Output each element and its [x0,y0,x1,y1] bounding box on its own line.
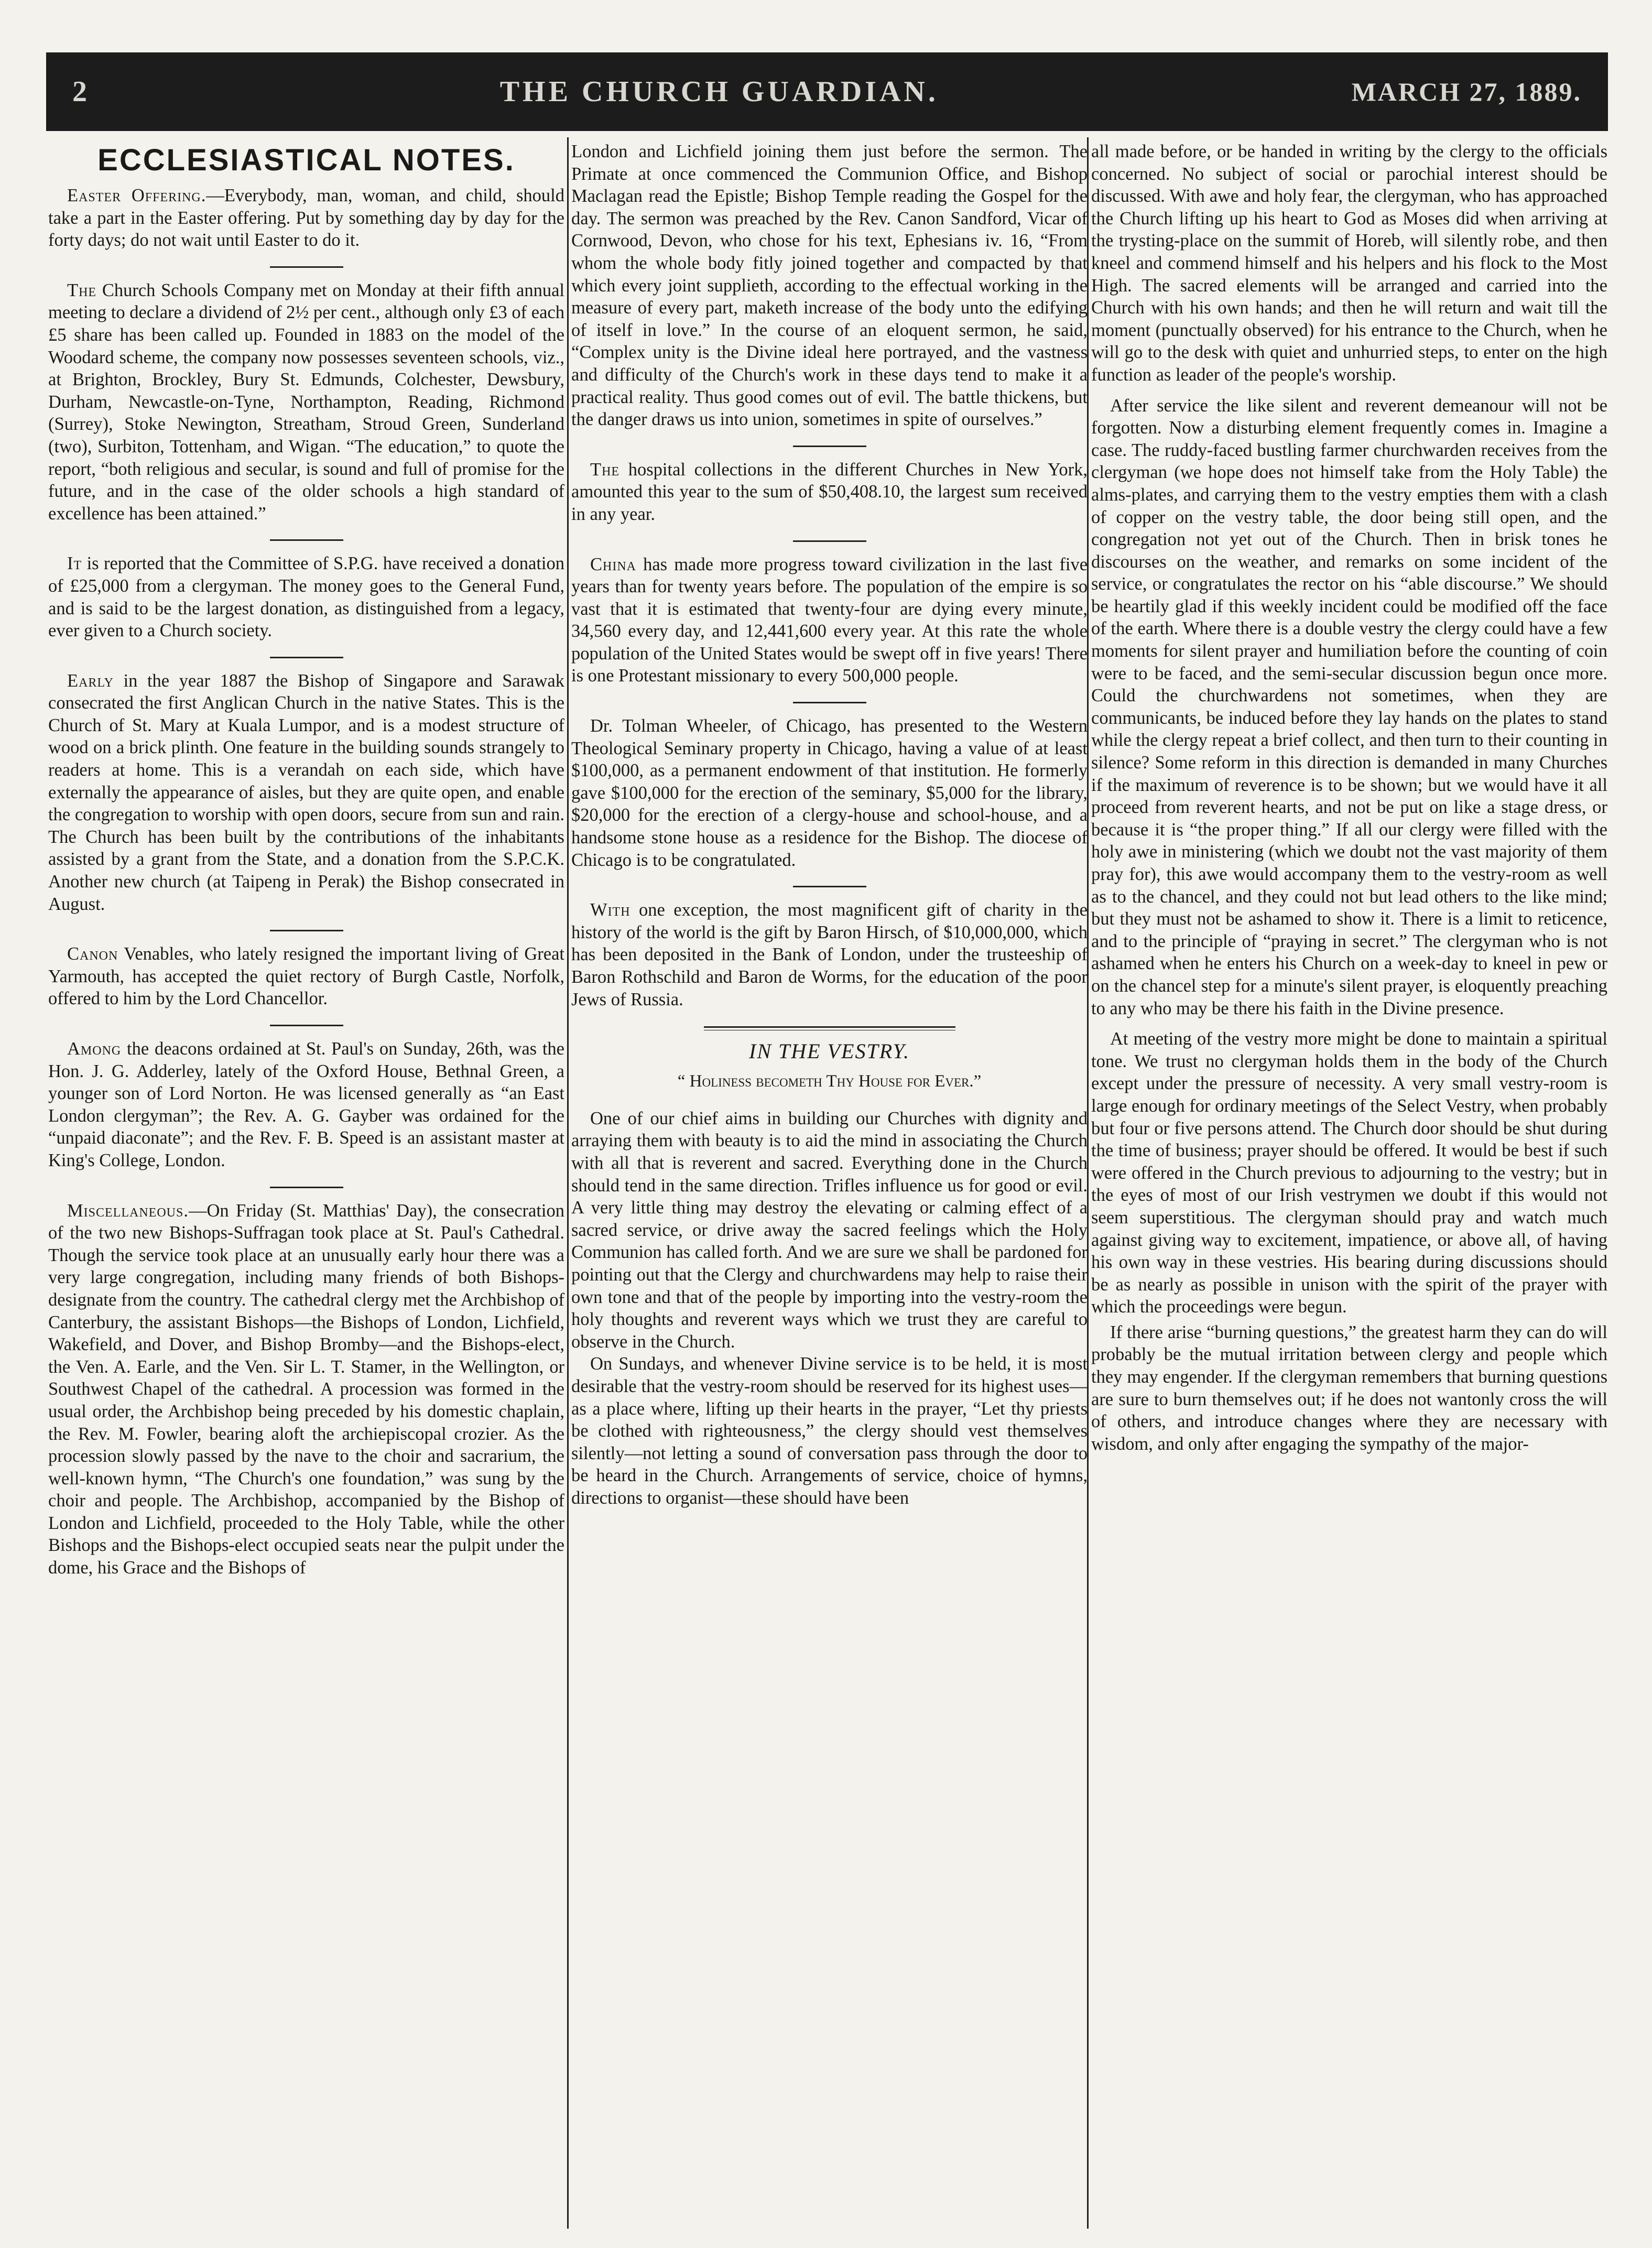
section-heading: ECCLESIASTICAL NOTES. [97,143,515,177]
lead-word: Canon [67,944,118,964]
paper-title: THE CHURCH GUARDIAN. [499,75,939,108]
lead-word: Miscellaneous. [67,1200,189,1221]
separator [270,930,343,931]
article-paragraph [571,459,1088,526]
column-3 [1091,140,1607,2232]
paragraph-text: has made more progress toward civilization in the last five years than for twenty years before. The population of the empire is so vast that it is estimated that twenty-four are dying every minute, 34,560 every day, and 12,441,600 every year. At this rate the whole population of the United States would be swept off in five years! There is one Protestant missionary to every 500,000 people. [571,554,1088,686]
article-paragraph: Dr. Tolman Wheeler, of Chicago, has presented to the Western Theological Seminary property in Chicago, having a value of at least $100,000, as a permanent endowment of that institution. He formerly gave $100,000 for the erection of the seminary, $5,000 for the library, $20,000 for the erection of a clergy-house and school-house, and a handsome stone house as a residence for the Bishop. The diocese of Chicago is to be congratulated. [571,716,1088,870]
column-1 [48,140,564,2232]
article-paragraph [48,670,564,916]
issue-date: MARCH 27, 1889. [1351,77,1582,106]
article-paragraph [48,1038,564,1172]
lead-word: The [590,459,620,480]
page-number: 2 [72,75,87,108]
vestry-motto: “ Holiness becometh Thy House for Ever.” [677,1072,982,1091]
paragraph-text: in the year 1887 the Bishop of Singapore and Sarawak consecrated the first Anglican Church in the native States. This is the Church of St. Mary at Kuala Lumpor, and is a modest structure of wood on a brick plinth. One feature in the building sounds strangely to readers at home. This is a verandah on each side, which have externally the appearance of aisles, but they are quite open, and enable the congregation to worship with open doors, secure from sun and rain. The Church has been built by the contributions of the inhabitants assisted by a grant from the State, and a donation from the S.P.C.K. Another new church (at Taipeng in Perak) the Bishop consecrated in August. [48,670,564,914]
separator [793,446,866,447]
masthead [46,52,1608,131]
lead-word: The [67,280,97,300]
lead-word: It [67,553,82,574]
article-paragraph [48,279,564,525]
lead-word: Among [67,1039,122,1059]
paragraph-text: Church Schools Company met on Monday at their fifth annual meeting to declare a dividend of 2½ per cent., although only £3 of each £5 share has been called up. Founded in 1883 on the model of the Woodard scheme, the company now possesses seventeen schools, viz., at Brighton, Brockley, Bury St. Edmunds, Colchester, Dewsbury, Durham, Newcastle-on-Tyne, Northampton, Reading, Richmond (Surrey), Stoke Newington, Streatham, Stroud Green, Sunderland (two), Surbiton, Tottenham, and Wigan. “The education,” to quote the report, “both religious and secular, is sound and full of promise for the future, and in the case of the older schools a high standard of excellence has been attained.” [48,280,564,524]
paragraph-text: Venables, who lately resigned the important living of Great Yarmouth, has accepted the quiet rectory of Burgh Castle, Norfolk, offered to him by the Lord Chancellor. [48,944,564,1009]
column-rule [567,137,569,2229]
vestry-heading: IN THE VESTRY. [749,1039,910,1063]
separator [270,539,343,541]
paragraph-text: —On Friday (St. Matthias' Day), the consecration of the two new Bishops-Suffragan took place at St. Paul's Cathedral. Though the service took place at an unusually early hour there was a very large congregation, including many friends of both Bishops-designate from the country. The cathedral clergy met the Archbishop of Canterbury, the assistant Bishops—the Bishops of London, Lichfield, Wakefield, and Dover, and Bishop Bromby—and the Bishops-elect, the Ven. A. Earle, and the Ven. Sir L. T. Stamer, in the Wellington, or Southwest Chapel of the cathedral. A procession was formed in the usual order, the Archbishop being preceded by his domestic chaplain, the Rev. M. Fowler, bearing aloft the archiepiscopal crozier. As the procession slowly passed by the nave to the choir and sacrarium, the well-known hymn, “The Church's one foundation,” was sung by the choir and people. The Archbishop, accompanied by the Bishop of London and Lichfield, proceeded to the Holy Table, while the other Bishops and the Bishops-elect occupied seats near the pulpit under the dome, his Grace and the Bishops of [48,1200,564,1578]
lead-word: Easter Offering. [67,186,207,205]
paragraph-text: the deacons ordained at St. Paul's on Sunday, 26th, was the Hon. J. G. Adderley, lately of the Oxford House, Bethnal Green, a younger son of Lord Norton. He was licensed generally as “an East London clergyman”; the Rev. A. G. Gayber was ordained for the “unpaid diaconate”; and the Rev. F. B. Speed is an assistant master at King's College, London. [48,1039,564,1170]
article-paragraph [48,184,564,252]
lead-word: Early [67,670,114,691]
column-2 [571,140,1088,2232]
separator [793,702,866,703]
separator [270,1187,343,1188]
double-rule [704,1026,955,1030]
paragraph-text: is reported that the Committee of S.P.G. have received a donation of £25,000 from a clergyman. The money goes to the General Fund, and is said to be the largest donation, as distinguished from a legacy, ever given to a Church society. [48,553,564,641]
article-paragraph: On Sundays, and whenever Divine service is to be held, it is most desirable that the vestry-room should be reserved for its highest uses—as a place where, lifting up their hearts in the prayer, “Let thy priests be clothed with righteousness,” the clergy should vest themselves silently—not letting a sound of conversation pass through the door to be heard in the Church. Arrangements of service, choice of hymns, directions to organist—these should have been [571,1354,1088,1508]
separator [270,657,343,658]
article-paragraph: London and Lichfield joining them just before the sermon. The Primate at once commenced the Communion Office, and Bishop Maclagan read the Epistle; Bishop Temple reading the Gospel for the day. The sermon was preached by the Rev. Canon Sandford, Vicar of Cornwood, Devon, who chose for his text, Ephesians iv. 16, “From whom the whole body fitly joined together and compacted by that which every joint supplieth, according to the effectual working in the measure of every part, maketh increase of the body unto the edifying of itself in love.” In the course of an eloquent sermon, he said, “Complex unity is the Divine ideal here portrayed, and the vastness and difficulty of the Church's work in these days tend to make it a practical reality. Thus good comes out of evil. The battle thickens, but the danger draws us into union, sometimes in spite of ourselves.” [571,142,1088,430]
lead-word: China [590,554,636,574]
article-paragraph: If there arise “burning questions,” the greatest harm they can do will probably be the mutual irritation between clergy and people which they may engender. If the clergyman remembers that burning questions are sure to burn themselves out; if he does not wantonly cross the will of others, and introduce changes where they are necessary with wisdom, and only after engaging the sympathy of the major- [1091,1322,1607,1454]
lead-word: With [590,900,631,920]
article-paragraph [48,943,564,1010]
article-paragraph: all made before, or be handed in writing by the clergy to the officials concerned. No subject of social or parochial interest should be discussed. With awe and holy fear, the clergyman, who has approached the Church lifting up his heart to God as Moses did when arriving at the trysting-place on the summit of Horeb, will silently robe, and then kneel and commend himself and his helpers and his flock to the Most High. The sacred elements will be arranged and carried into the Church with his own hands; and then he will return and wait till the moment (punctually observed) for his entrance to the Church, when he will go to the desk with quiet and unhurried steps, to enter on the high function as leader of the people's worship. [1091,142,1607,385]
separator [793,540,866,542]
separator [793,886,866,887]
paragraph-text: —Everybody, man, woman, and child, should take a part in the Easter offering. Put by something day by day for the forty days; do not wait until Easter to do it. [48,186,564,251]
article-paragraph [48,1200,564,1579]
article-paragraph [571,899,1088,1011]
separator [270,266,343,268]
article-paragraph: At meeting of the vestry more might be done to maintain a spiritual tone. We trust no clergyman holds them in the body of the Church except under the pressure of necessity. A very small vestry-room is large enough for ordinary meetings of the Select Vestry, when probably but four or five persons attend. The Church door should be shut during the time of business; prayer should be offered. It would be best if such were offered in the Church previous to adjourning to the vestry; but in the eyes of most of our Irish vestrymen we doubt if this would not seem superstitious. The clergyman should pray and watch much against giving way to excitement, impatience, or above all, of having his own way in these vestries. His bearing during discussions should be as nearly as possible in unison with the spirit of the prayer with which the proceedings were begun. [1091,1029,1607,1317]
paragraph-text: one exception, the most magnificent gift of charity in the history of the world is the gift by Baron Hirsch, of $10,000,000, which has been deposited in the Bank of London, under the trusteeship of Baron Rothschild and Baron de Worms, for the education of the poor Jews of Russia. [571,900,1088,1009]
article-paragraph [571,553,1088,688]
separator [270,1025,343,1026]
article-paragraph: One of our chief aims in building our Churches with dignity and arraying them with beauty is to aid the mind in associating the Church with all that is reverent and sacred. Everything done in the Church should tend in the same direction. Trifles influence us for good or evil. A very little thing may destroy the elevating or calming effect of a sacred service, or drive away the sacred feelings which the Holy Communion has called forth. And we are sure we shall be pardoned for pointing out that the Clergy and churchwardens may help to raise their own tone and that of the people by importing into the vestry-room the holy thoughts and reverent ways which we trust they are careful to observe in the Church. [571,1108,1088,1352]
article-paragraph [48,552,564,642]
article-paragraph: After service the like silent and reverent demeanour will not be forgotten. Now a disturbing element frequently comes in. Imagine a case. The ruddy-faced bustling farmer churchwarden receives from the clergyman (we hope does not himself take from the Holy Table) the alms-plates, and carrying them to the vestry empties them with a clash of copper on the vestry table, the door being still open, and the congregation not yet out of the Church. Then in brisk tones he discourses on the weather, and remarks on some incident of the service, or congratulates the rector on his “able discourse.” We should be heartily glad if this weekly incident could be modified off the face of the earth. Where there is a double vestry the clergy could have a few moments for silent prayer and humiliation before the counting of coin were to be faced, and the semi-secular discussion begun once more. Could the churchwardens not sometimes, when they are communicants, be induced before they lay hands on the plates to stand while the clergy repeat a brief collect, and then turn to their counting in silence? Some reform in this direction is demanded in many Churches if the maximum of reverence is to be shown; but we would have it all proceed from reverent hearts, and not be put on like a stage dress, or because it is “the proper thing.” If all our clergy were filled with the holy awe in ministering (which we doubt not the vast majority of them pray for), this awe would accompany them to the vestry-room as well as to the chancel, and they could not but lead others to the like mind; but they must not be ashamed to show it. There is a limit to reticence, and to the principle of “praying in secret.” The clergyman who is not ashamed when he enters his Church on a week-day to kneel in pew or on the chancel step for a minute's silent prayer, is eloquently preaching to any who may be there his faith in the Divine presence. [1091,395,1607,1018]
paragraph-text: hospital collections in the different Churches in New York, amounted this year to the sum of $50,408.10, the largest sum received in any year. [571,459,1088,524]
